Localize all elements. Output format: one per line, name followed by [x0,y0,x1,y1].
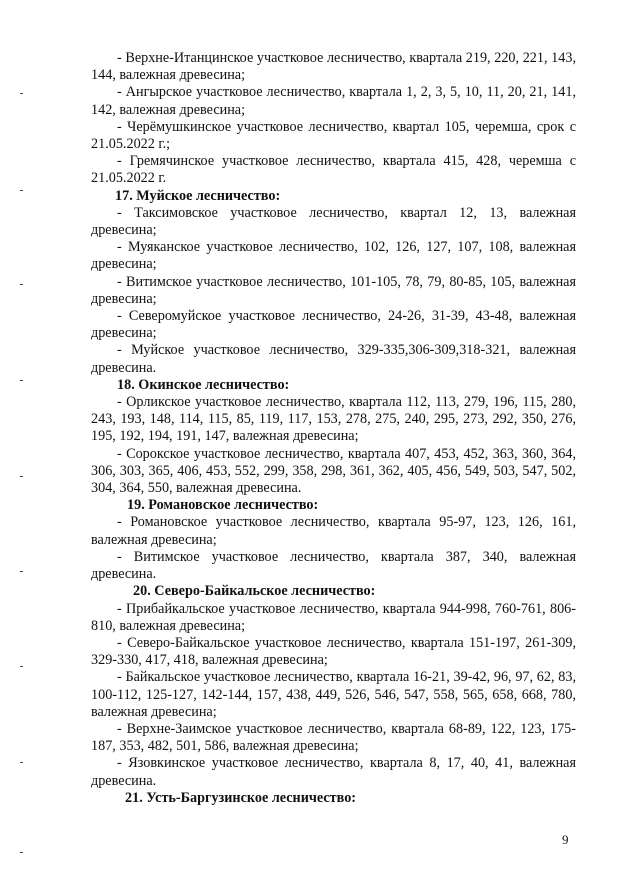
section-heading: 18. Окинское лесничество: [117,376,290,393]
scan-mark [20,476,23,477]
list-item: - Северомуйское участковое лесничество, 24-26, 31-39, 43-48, валежная древесина; [91,308,576,342]
document-body [91,50,576,807]
section-heading: 17. Муйское лесничество: [115,187,281,204]
list-item: - Верхне-Заимское участковое лесничество, квартала 68-89, 122, 123, 175-187, 353, 482, 501, 586, валежная древесина; [91,720,576,755]
scan-mark [20,571,23,572]
scan-mark [20,284,23,285]
list-item: - Язовкинское участковое лесничество, квартала 8, 17, 40, 41, валежная древесина. [91,755,576,789]
scan-mark [20,852,23,853]
list-item: - Ангырское участковое лесничество, квартала 1, 2, 3, 5, 10, 11, 20, 21, 141, 142, валежная древесина; [91,84,576,118]
list-item: - Верхне-Итанцинское участковое лесничество, квартала 219, 220, 221, 143, 144, валежная древесина; [91,50,576,84]
list-item: - Витимское участковое лесничество, квартала 387, 340, валежная древесина. [91,548,576,583]
scan-mark [20,666,23,667]
list-item: - Муяканское участковое лесничество, 102, 126, 127, 107, 108, валежная древесина; [91,239,576,273]
list-item: - Муйское участковое лесничество, 329-335,306-309,318-321, валежная древесина. [91,342,576,376]
section-heading: 21. Усть-Баргузинское лесничество: [125,789,357,806]
section-heading: 20. Северо-Байкальское лесничество: [133,583,376,600]
list-item: - Орликское участковое лесничество, квартала 112, 113, 279, 196, 115, 280, 243, 193, 148, 114, 115, 85, 119, 117, 153, 278, 275, 240, 295, 273, 292, 350, 276, 195, 192, 194, 191, 147, валежная древесина; [91,394,576,445]
scan-mark [20,380,23,381]
list-item: - Сорокское участковое лесничество, квартала 407, 453, 452, 363, 360, 364, 306, 303, 365, 406, 453, 552, 299, 358, 298, 361, 362, 405, 456, 549, 503, 547, 502, 304, 364, 550, валежная древесина. [91,445,576,497]
list-item: - Северо-Байкальское участковое лесничество, квартала 151-197, 261-309, 329-330, 417, 418, валежная древесина; [91,634,576,669]
list-item: - Черёмушкинское участковое лесничество, квартал 105, черемша, срок с 21.05.2022 г.; [91,118,576,153]
section-heading: 19. Романовское лесничество: [127,497,319,514]
page-number: 9 [562,832,569,847]
scan-mark [20,762,23,763]
list-item: - Витимское участковое лесничество, 101-105, 78, 79, 80-85, 105, валежная древесина; [91,273,576,307]
list-item: - Романовское участковое лесничество, квартала 95-97, 123, 126, 161, валежная древесина; [91,514,576,548]
list-item: - Байкальское участковое лесничество, квартала 16-21, 39-42, 96, 97, 62, 83, 100-112, 125-127, 142-144, 157, 438, 449, 526, 546, 547, 558, 565, 658, 668, 780, валежная древесина; [91,669,576,720]
scan-mark [20,190,23,191]
scan-mark [20,93,23,94]
list-item: - Прибайкальское участковое лесничество, квартала 944-998, 760-761, 806-810, валежная древесина; [91,600,576,634]
list-item: - Таксимовское участковое лесничество, квартал 12, 13, валежная древесина; [91,204,576,239]
list-item: - Гремячинское участковое лесничество, квартала 415, 428, черемша с 21.05.2022 г. [91,153,576,187]
